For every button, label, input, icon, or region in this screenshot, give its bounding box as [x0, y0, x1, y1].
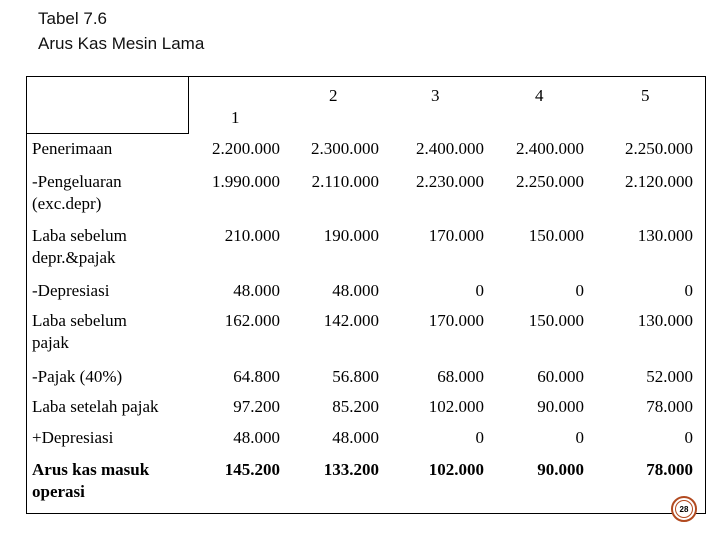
row-value-col-4: 0	[575, 428, 584, 447]
row-value-col-1: 97.200	[233, 397, 280, 416]
row-value-col-3: 2.230.000	[416, 172, 484, 191]
row-value-col-5: 0	[684, 281, 693, 300]
row-value-col-2: 48.000	[332, 281, 379, 300]
row-value-col-4: 2.400.000	[516, 139, 584, 158]
row-value-col-5: 0	[684, 428, 693, 447]
row-value-col-5: 130.000	[637, 226, 693, 245]
row-value-col-1: 210.000	[224, 226, 280, 245]
row-value-col-5: 2.120.000	[625, 172, 693, 191]
row-label: operasi	[32, 482, 85, 501]
row-label: -Depresiasi	[32, 281, 110, 300]
column-header-4: 4	[535, 86, 544, 105]
row-value-col-4: 150.000	[528, 311, 584, 330]
row-value-col-4: 90.000	[537, 397, 584, 416]
row-value-col-5: 2.250.000	[625, 139, 693, 158]
row-label: pajak	[32, 333, 69, 352]
row-value-col-1: 48.000	[233, 281, 280, 300]
row-value-col-4: 0	[575, 281, 584, 300]
row-value-col-5: 130.000	[637, 311, 693, 330]
row-value-col-2: 56.800	[332, 367, 379, 386]
row-value-col-1: 145.200	[224, 460, 280, 479]
page-number: 28	[675, 500, 693, 518]
row-value-col-1: 162.000	[224, 311, 280, 330]
table-subtitle: Arus Kas Mesin Lama	[38, 34, 205, 53]
column-header-5: 5	[641, 86, 650, 105]
table-title: Tabel 7.6	[38, 9, 107, 28]
row-value-col-2: 190.000	[323, 226, 379, 245]
row-value-col-3: 102.000	[428, 460, 484, 479]
row-value-col-2: 142.000	[323, 311, 379, 330]
row-label: Laba setelah pajak	[32, 397, 159, 416]
row-value-col-5: 78.000	[646, 397, 693, 416]
row-value-col-1: 64.800	[233, 367, 280, 386]
row-label: Arus kas masuk	[32, 460, 150, 479]
row-value-col-2: 133.200	[323, 460, 379, 479]
row-value-col-4: 150.000	[528, 226, 584, 245]
header-corner-box	[26, 76, 189, 134]
row-label: -Pajak (40%)	[32, 367, 123, 386]
row-value-col-2: 2.300.000	[311, 139, 379, 158]
column-header-2: 2	[329, 86, 338, 105]
row-label: Laba sebelum	[32, 311, 127, 330]
row-value-col-3: 2.400.000	[416, 139, 484, 158]
row-value-col-2: 2.110.000	[311, 172, 379, 191]
row-value-col-4: 90.000	[537, 460, 584, 479]
row-value-col-1: 1.990.000	[212, 172, 280, 191]
page-number-badge	[671, 496, 697, 522]
row-value-col-2: 48.000	[332, 428, 379, 447]
row-label: Laba sebelum	[32, 226, 127, 245]
row-label: depr.&pajak	[32, 248, 116, 267]
row-value-col-2: 85.200	[332, 397, 379, 416]
row-label: Penerimaan	[32, 139, 113, 158]
row-label: -Pengeluaran	[32, 172, 122, 191]
row-value-col-3: 102.000	[428, 397, 484, 416]
column-header-1: 1	[231, 108, 240, 127]
row-value-col-1: 2.200.000	[212, 139, 280, 158]
row-value-col-3: 170.000	[428, 311, 484, 330]
row-value-col-4: 60.000	[537, 367, 584, 386]
row-value-col-4: 2.250.000	[516, 172, 584, 191]
row-value-col-5: 52.000	[646, 367, 693, 386]
row-value-col-5: 78.000	[646, 460, 693, 479]
row-label: (exc.depr)	[32, 194, 102, 213]
row-value-col-3: 68.000	[437, 367, 484, 386]
row-value-col-3: 0	[475, 428, 484, 447]
row-value-col-3: 170.000	[428, 226, 484, 245]
row-value-col-3: 0	[475, 281, 484, 300]
column-header-3: 3	[431, 86, 440, 105]
row-label: +Depresiasi	[32, 428, 114, 447]
row-value-col-1: 48.000	[233, 428, 280, 447]
